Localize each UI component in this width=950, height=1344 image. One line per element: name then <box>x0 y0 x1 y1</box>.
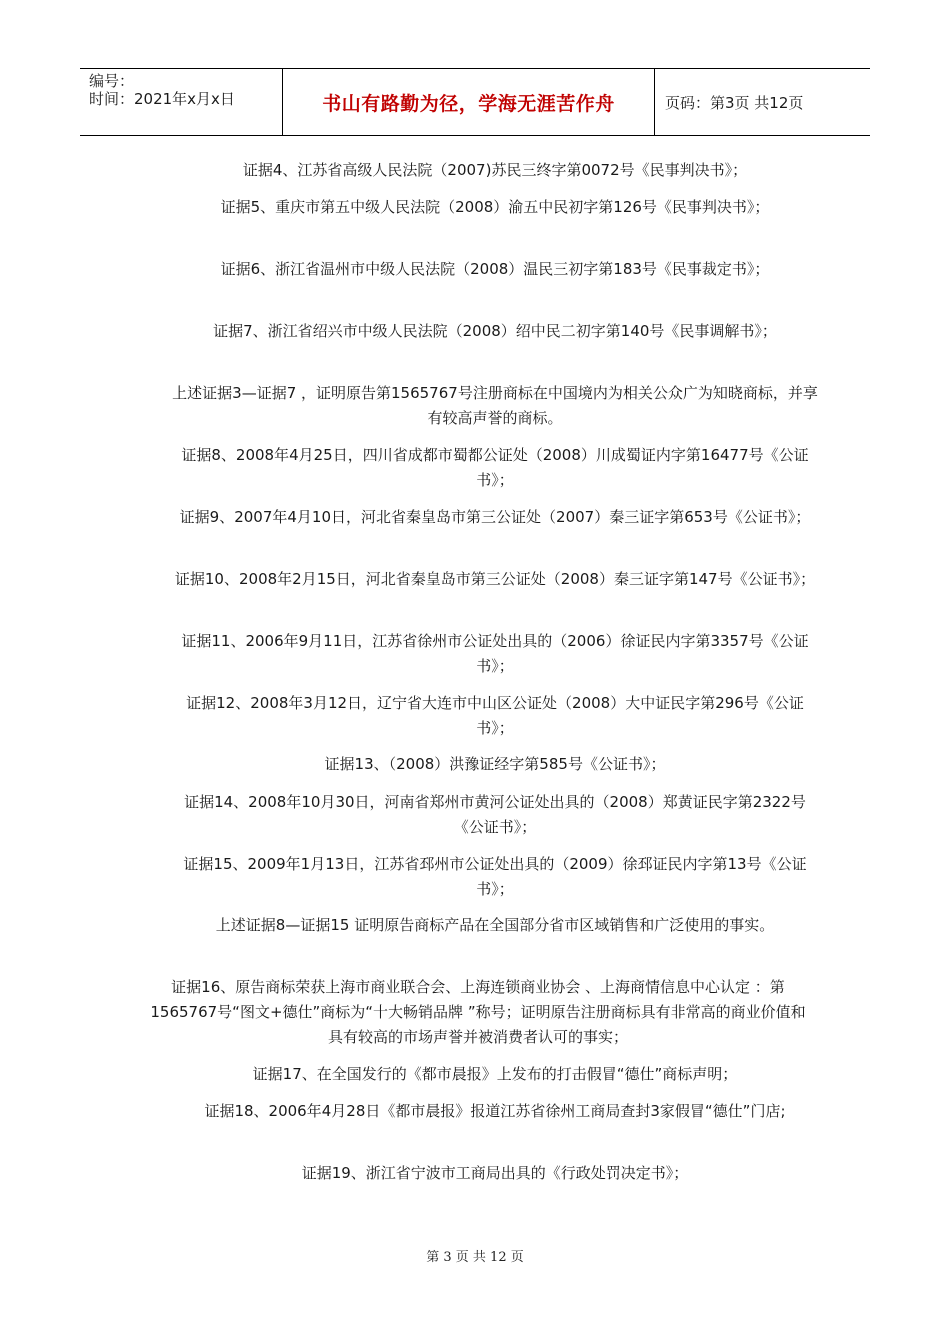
evidence-paragraph: 证据7、浙江省绍兴市中级人民法院（2008）绍中民二初字第140号《民事调解书》； <box>213 322 777 340</box>
document-number-label: 编号： <box>89 72 135 90</box>
evidence-paragraph: 证据13、（2008）洪豫证经字第585号《公证书》； <box>324 755 666 773</box>
header-motto-cell <box>282 69 655 135</box>
header-motto: 书山有路勤为径，学海无涯苦作舟 <box>322 92 615 115</box>
header-page-cell <box>655 69 870 135</box>
header-meta <box>80 69 282 135</box>
header-page-label: 页码：第3页 共12页 <box>665 93 804 112</box>
summary-paragraph: 上述证据8—证据15 证明原告商标产品在全国部分省市区域销售和广泛使用的事实。 <box>215 916 775 934</box>
document-date-label: 时间：2021年x月x日 <box>89 90 235 108</box>
evidence-paragraph: 证据8、2008年4月25日，四川省成都市蜀都公证处（2008）川成蜀证内字第16477号《公证书》； <box>181 446 809 489</box>
evidence-paragraph: 证据15、2009年1月13日，江苏省邳州市公证处出具的（2009）徐邳证民内字第13号《公证书》； <box>183 855 807 898</box>
evidence-paragraph: 证据16、原告商标荣获上海市商业联合会、上海连锁商业协会 、上海商情信息中心认定 ：第1565767号“图文+德仕”商标为“十大畅销品牌 ”称号；证明原告注册商标具有非常高的商业价值和具有较高的市场声誉并被消费者认可的事实； <box>150 978 806 1046</box>
evidence-paragraph: 证据18、2006年4月28日《都市晨报》报道江苏省徐州工商局查封3家假冒“德仕”门店; <box>204 1102 786 1120</box>
summary-paragraph: 上述证据3—证据7 ，证明原告第1565767号注册商标在中国境内为相关公众广为知晓商标，并享有较高声誉的商标。 <box>172 384 818 427</box>
evidence-paragraph: 证据10、2008年2月15日，河北省秦皇岛市第三公证处（2008）秦三证字第147号《公证书》； <box>174 570 816 588</box>
evidence-paragraph: 证据5、重庆市第五中级人民法院（2008）渝五中民初字第126号《民事判决书》； <box>220 198 770 216</box>
evidence-paragraph: 证据17、在全国发行的《都市晨报》上发布的打击假冒“德仕”商标声明； <box>252 1065 738 1083</box>
evidence-paragraph: 证据11、2006年9月11日，江苏省徐州市公证处出具的（2006）徐证民内字第3357号《公证书》； <box>181 632 809 675</box>
evidence-paragraph: 证据14、2008年10月30日，河南省郑州市黄河公证处出具的（2008）郑黄证民字第2322号《公证书》； <box>184 793 806 836</box>
page-footer: 第 3 页 共 12 页 <box>426 1250 524 1265</box>
page-header <box>80 68 870 136</box>
evidence-paragraph: 证据9、2007年4月10日，河北省秦皇岛市第三公证处（2007）秦三证字第653号《公证书》； <box>179 508 811 526</box>
evidence-paragraph: 证据19、浙江省宁波市工商局出具的《行政处罚决定书》； <box>301 1164 689 1182</box>
evidence-paragraph: 证据4、江苏省高级人民法院（2007)苏民三终字第0072号《民事判决书》； <box>242 161 748 179</box>
evidence-paragraph: 证据6、浙江省温州市中级人民法院（2008）温民三初字第183号《民事裁定书》； <box>220 260 770 278</box>
evidence-paragraph: 证据12、2008年3月12日，辽宁省大连市中山区公证处（2008）大中证民字第296号《公证书》； <box>186 694 804 737</box>
